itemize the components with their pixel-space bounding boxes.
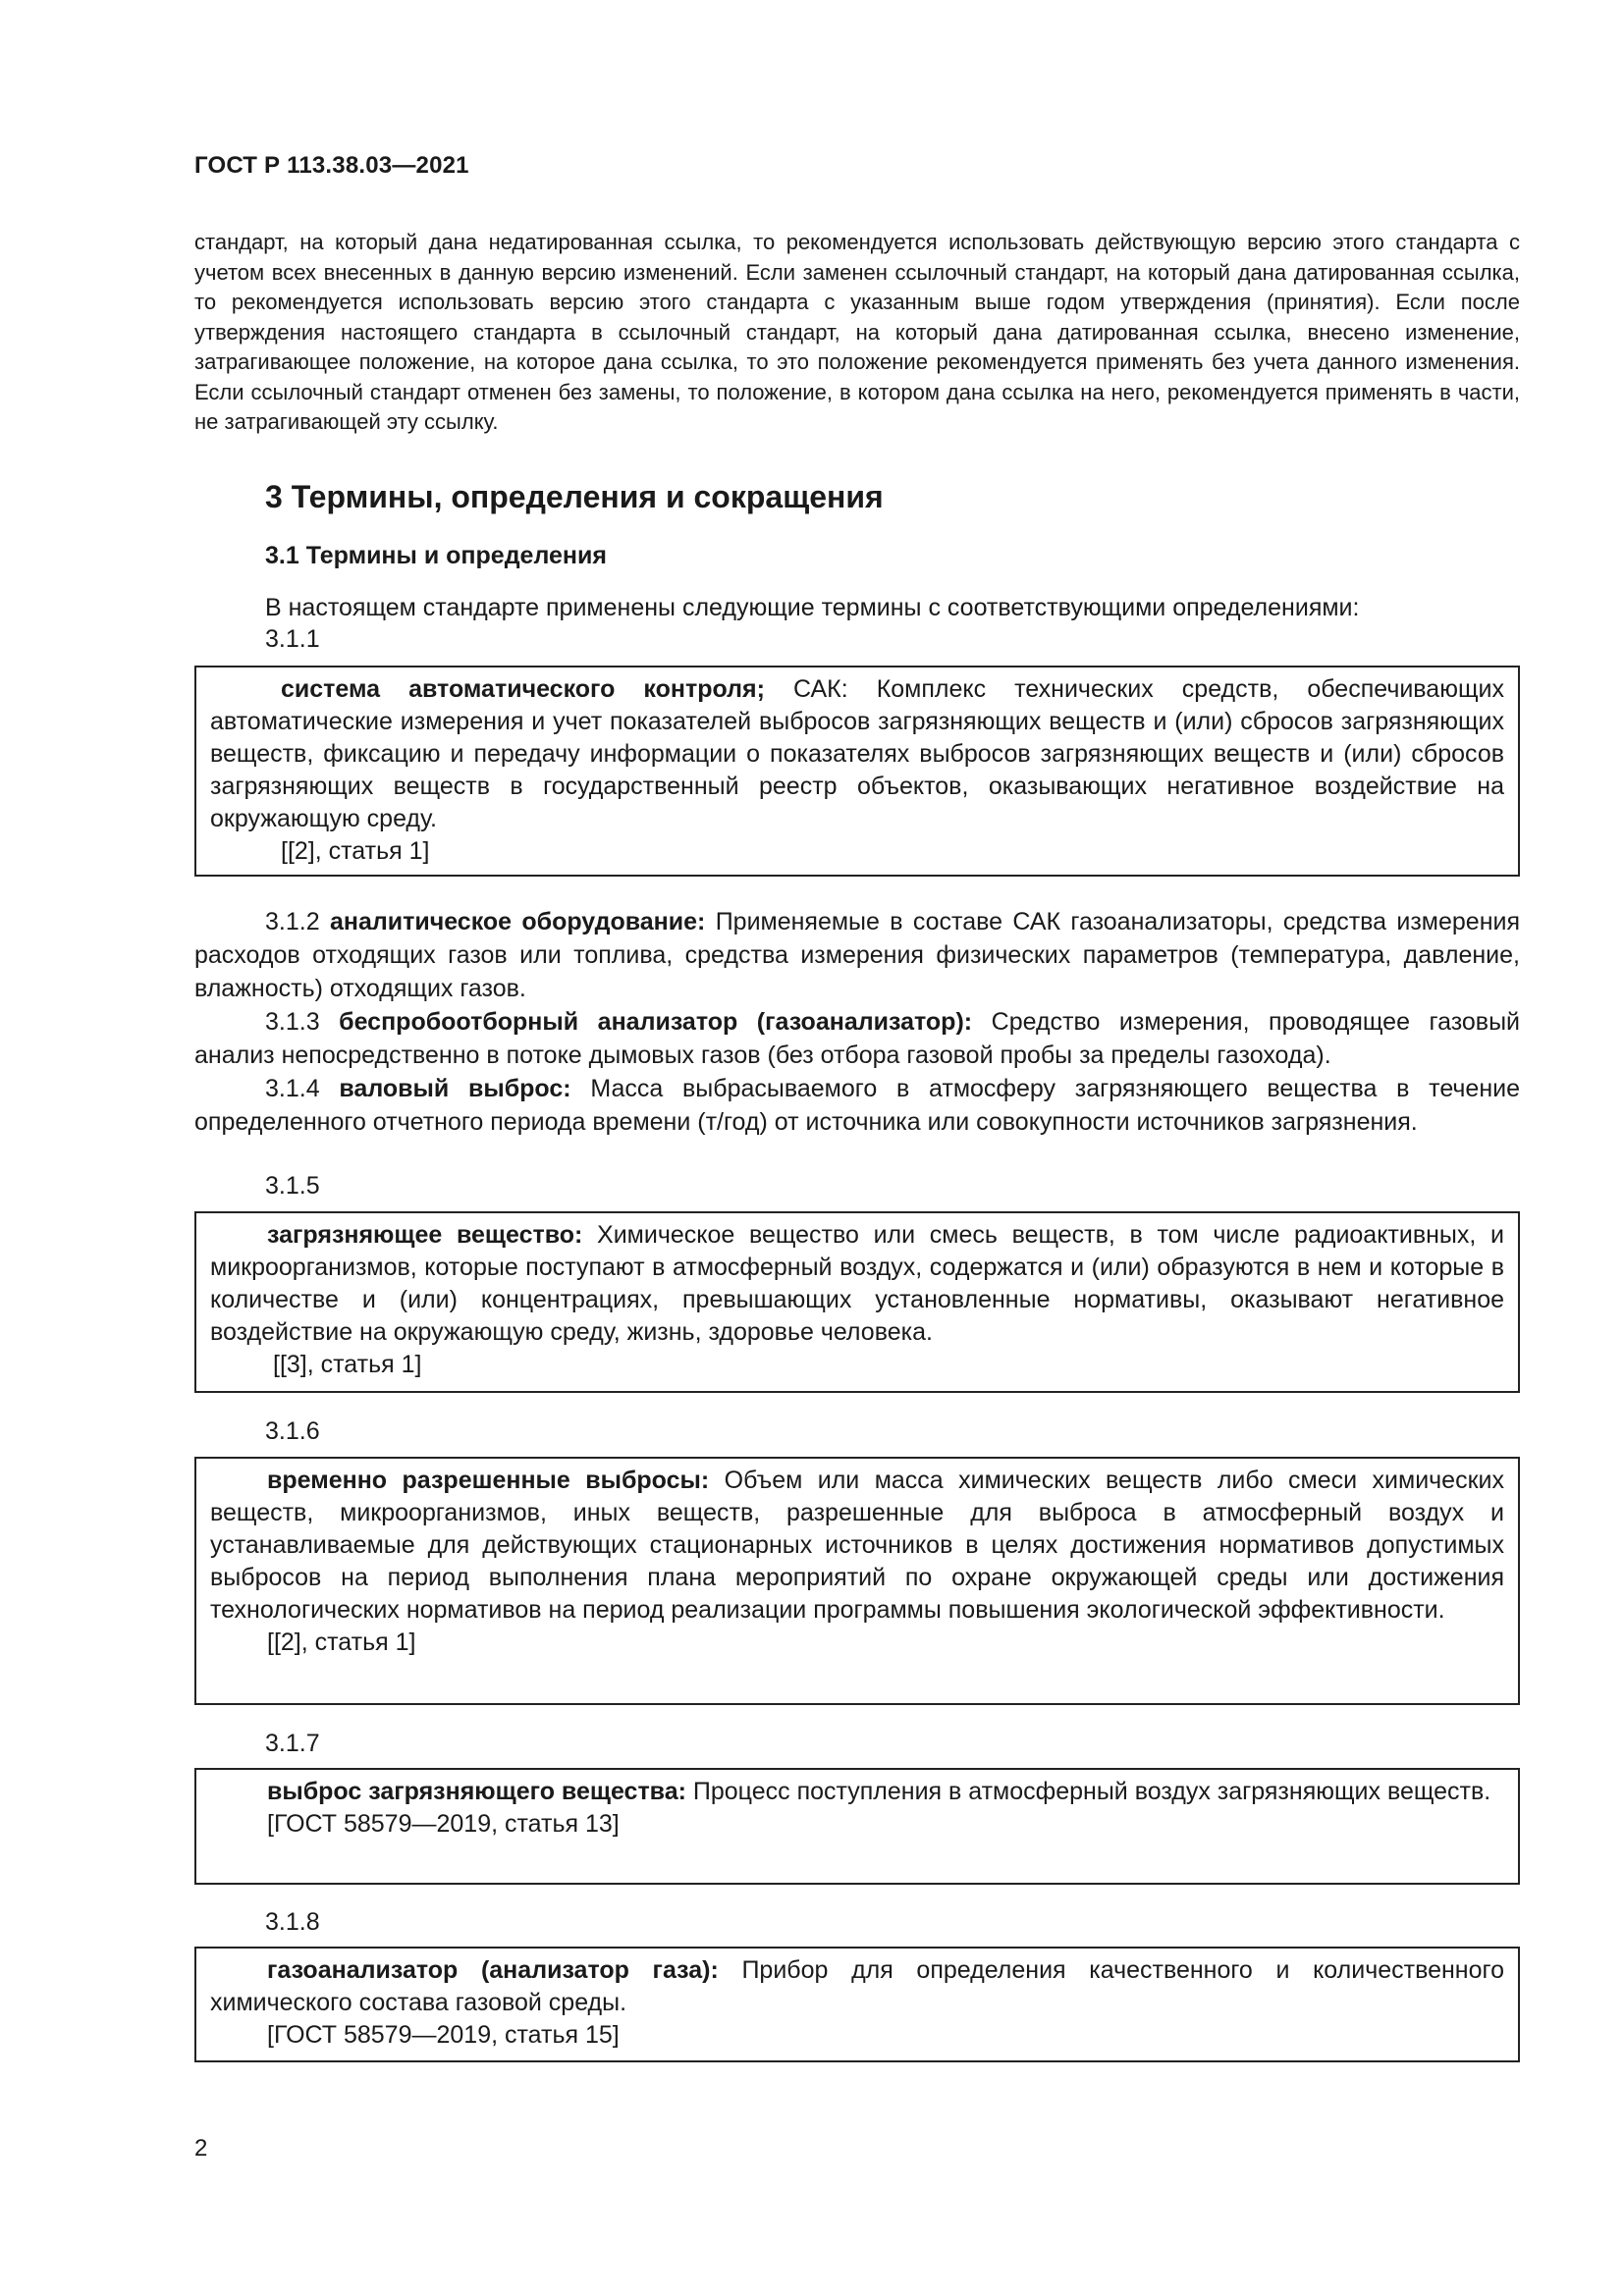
term-definition: САК: Комплекс технических средств, обеспечивающих автоматические измерения и учет показателей выбросов загрязняющих веществ и (или) сбросов загрязняющих веществ, фиксацию и передачу информации о показателях выбросов загрязняющих веществ и (или) сбросов загрязняющих веществ в государственный реестр объектов, оказывающих негативное воздействие на окружающую среду.: [210, 675, 1504, 832]
term-definition: Средство измерения, проводящее газовый анализ непосредственно в потоке дымовых газов (без отбора газовой пробы за пределы газохода).: [194, 1008, 1520, 1069]
term-source: [[3], статья 1]: [273, 1351, 422, 1378]
term-name: газоанализатор (анализатор газа):: [267, 1956, 719, 1984]
term-entry: [210, 1776, 1504, 1808]
page-number: 2: [194, 2135, 208, 2162]
term-number: 3.1.6: [265, 1417, 320, 1445]
term-definition: Прибор для определения качественного и количественного химического состава газовой среды.: [210, 1956, 1504, 2016]
term-box-3-1-5: [194, 1211, 1520, 1393]
term-entry: [210, 1954, 1504, 2019]
term-number: 3.1.7: [265, 1730, 320, 1757]
term-paragraph-3-1-3: [194, 1005, 1520, 1072]
term-definition: Применяемые в составе САК газоанализаторы, средства измерения расходов отходящих газов или топлива, средства измерения физических параметров (температура, давление, влажность) отходящих газов.: [194, 908, 1521, 1002]
term-source: [[2], статья 1]: [267, 1629, 416, 1656]
term-box-3-1-6: [194, 1457, 1520, 1705]
section-lead: В настоящем стандарте применены следующие термины с соответствующими определениями:: [265, 594, 1360, 621]
term-source: [ГОСТ 58579—2019, статья 13]: [267, 1810, 620, 1838]
term-entry: [210, 1219, 1504, 1349]
term-number: 3.1.4: [265, 1075, 320, 1102]
term-source: [ГОСТ 58579—2019, статья 15]: [267, 2021, 620, 2049]
term-number: 3.1.1: [265, 625, 320, 653]
term-box-3-1-7: [194, 1768, 1520, 1885]
term-entry: [210, 1465, 1504, 1627]
term-name: временно разрешенные выбросы:: [267, 1467, 710, 1494]
term-definition: Химическое вещество или смесь веществ, в том числе радиоактивных, и микроорганизмов, которые поступают в атмосферный воздух, содержатся и (или) образуются в нем и которые в количестве и (или) концентрациях, превышающих установленные нормативы, оказывают негативное воздействие на окружающую среду, жизнь, здоровье человека.: [210, 1221, 1504, 1346]
term-name: валовый выброс:: [339, 1075, 571, 1102]
term-definition: Объем или масса химических веществ либо смеси химических веществ, микроорганизмов, иных веществ, разрешенные для выброса в атмосферный воздух и устанавливаемые для действующих стационарных источников в целях достижения нормативов допустимых выбросов на период выполнения плана мероприятий по охране окружающей среды или достижения технологических нормативов на период реализации программы повышения экологической эффективности.: [210, 1467, 1504, 1624]
term-box-3-1-1: [194, 666, 1520, 877]
intro-paragraph: стандарт, на который дана недатированная ссылка, то рекомендуется использовать действующую версию этого стандарта с учетом всех внесенных в данную версию изменений. Если заменен ссылочный стандарт, на который дана датированная ссылка, то рекомендуется использовать версию этого стандарта с указанным выше годом утверждения (принятия). Если после утверждения настоящего стандарта в ссылочный стандарт, на который дана датированная ссылка, внесено изменение, затрагивающее положение, на которое дана ссылка, то это положение рекомендуется применять без учета данного изменения. Если ссылочный стандарт отменен без замены, то положение, в котором дана ссылка на него, рекомендуется применять в части, не затрагивающей эту ссылку.: [194, 230, 1520, 434]
term-entry: [210, 673, 1504, 835]
term-source: [[2], статья 1]: [281, 837, 430, 865]
section-heading: 3 Термины, определения и сокращения: [265, 479, 884, 514]
term-definition: Масса выбрасываемого в атмосферу загрязняющего вещества в течение определенного отчетного периода времени (т/год) от источника или совокупности источников загрязнения.: [194, 1075, 1520, 1136]
term-number: 3.1.3: [265, 1008, 320, 1036]
term-name: загрязняющее вещество:: [267, 1221, 583, 1249]
subsection-heading: 3.1 Термины и определения: [265, 542, 607, 569]
term-number: 3.1.2: [265, 908, 320, 935]
term-name: система автоматического контроля;: [281, 675, 765, 703]
term-definition: Процесс поступления в атмосферный воздух загрязняющих веществ.: [685, 1778, 1491, 1805]
term-name: аналитическое оборудование:: [329, 908, 706, 935]
term-box-3-1-8: [194, 1947, 1520, 2062]
term-paragraph-3-1-2: [194, 905, 1520, 1005]
term-paragraph-3-1-4: [194, 1072, 1520, 1139]
document-code: ГОСТ Р 113.38.03—2021: [194, 152, 469, 179]
term-name: выброс загрязняющего вещества:: [267, 1778, 686, 1805]
term-number: 3.1.8: [265, 1908, 320, 1936]
term-number: 3.1.5: [265, 1172, 320, 1200]
term-name: беспробоотборный анализатор (газоанализатор):: [339, 1008, 973, 1036]
